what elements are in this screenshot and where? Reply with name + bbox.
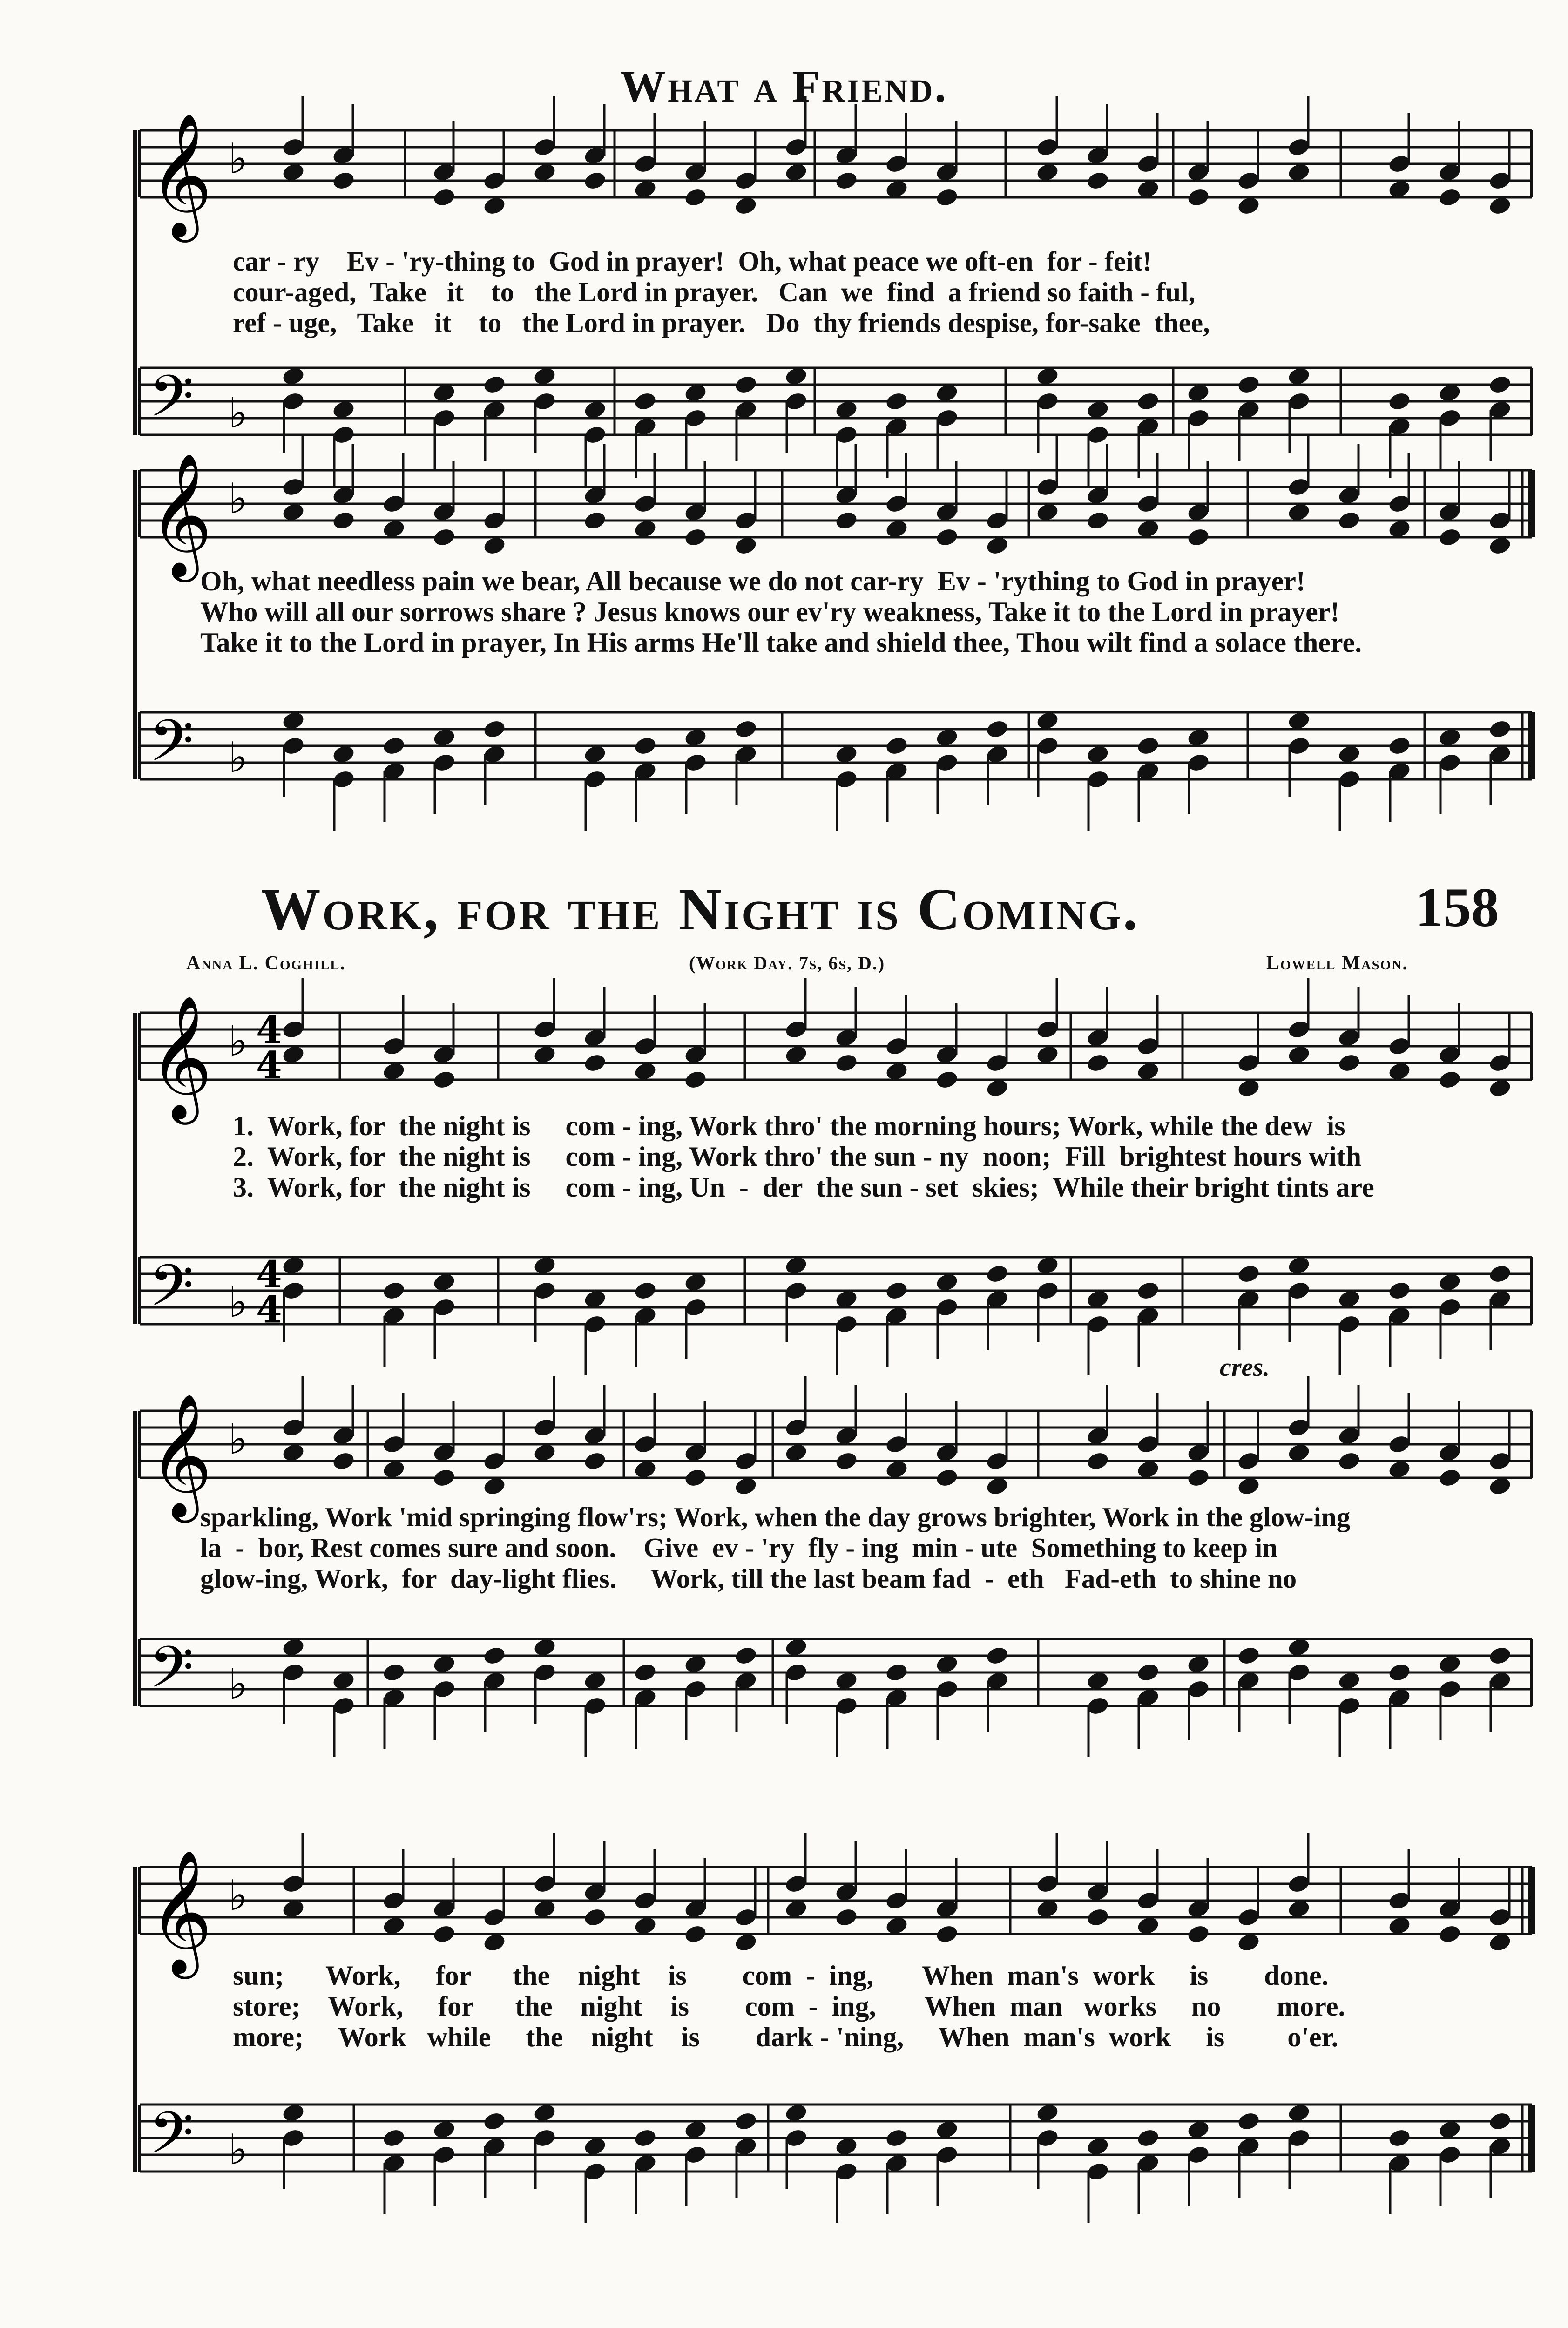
lyric-line: 1. Work, for the night is com - ing, Work thro' the morning hours; Work, while the dew is	[233, 1110, 1345, 1141]
svg-text:𝄞: 𝄞	[149, 453, 212, 577]
lyric-line: ref - uge, Take it to the Lord in prayer. Do thy friends despise, for-sake thee,	[233, 307, 1210, 338]
lyric-line: car - ry Ev - 'ry-thing to God in prayer! Oh, what peace we oft-en for - feit!	[233, 246, 1152, 277]
lyric-line: cour-aged, Take it to the Lord in prayer. Can we find a friend so faith - ful,	[233, 277, 1196, 307]
svg-text:♭: ♭	[228, 474, 248, 523]
meter-credit: (Work Day. 7s, 6s, D.)	[689, 953, 885, 974]
svg-text:𝄞: 𝄞	[149, 113, 212, 237]
svg-text:𝄞: 𝄞	[149, 1393, 212, 1517]
svg-text:♭: ♭	[228, 1871, 248, 1920]
lyric-line: Who will all our sorrows share ? Jesus knows our ev'ry weakness, Take it to the Lord in prayer!	[200, 596, 1340, 627]
svg-text:♭: ♭	[228, 1017, 248, 1066]
svg-text:♭: ♭	[228, 733, 248, 782]
dynamic-marking: cres.	[1220, 1353, 1270, 1382]
lyric-line: la - bor, Rest comes sure and soon. Give ev - 'ry fly - ing min - ute Something to keep in	[200, 1532, 1278, 1563]
hymn1-system2-lyrics	[200, 566, 1362, 658]
author-credit: Anna L. Coghill.	[186, 953, 346, 974]
lyric-line: sun; Work, for the night is com - ing, When man's work is done.	[233, 1960, 1329, 1991]
hymn2-system2-lyrics	[200, 1502, 1350, 1594]
svg-text:𝄢: 𝄢	[149, 363, 194, 444]
svg-text:♭: ♭	[228, 1415, 248, 1464]
svg-text:𝄢: 𝄢	[149, 1634, 194, 1715]
hymn1-system1-lyrics	[233, 246, 1210, 338]
lyric-line: more; Work while the night is dark - 'ning, When man's work is o'er.	[233, 2022, 1338, 2052]
lyric-line: 2. Work, for the night is com - ing, Work thro' the sun - ny noon; Fill brightest hours with	[233, 1141, 1362, 1172]
lyric-line: Take it to the Lord in prayer, In His arms He'll take and shield thee, Thou wilt find a solace there.	[200, 627, 1362, 658]
svg-text:𝄞: 𝄞	[149, 1849, 212, 1974]
svg-text:♭: ♭	[228, 389, 248, 438]
svg-text:4: 4	[256, 1008, 282, 1052]
hymn2-system1-lyrics	[233, 1110, 1374, 1203]
svg-text:♭: ♭	[228, 135, 248, 183]
hymn1-title: What a Friend.	[620, 61, 948, 112]
lyric-line: Oh, what needless pain we bear, All because we do not car-ry Ev - 'rything to God in prayer!	[200, 566, 1305, 596]
hymn2-title: Work, for the Night is Coming.	[261, 876, 1140, 942]
svg-text:♭: ♭	[228, 1278, 248, 1327]
svg-text:𝄢: 𝄢	[149, 708, 194, 789]
svg-text:𝄢: 𝄢	[149, 1252, 194, 1333]
svg-text:𝄢: 𝄢	[149, 2100, 194, 2181]
lyric-line: glow-ing, Work, for day-light flies. Work, till the last beam fad - eth Fad-eth to shine no	[200, 1563, 1297, 1594]
lyric-line: store; Work, for the night is com - ing, When man works no more.	[233, 1991, 1345, 2022]
svg-text:4: 4	[256, 1287, 282, 1332]
lyric-line: sparkling, Work 'mid springing flow'rs; Work, when the day grows brighter, Work in the glow-ing	[200, 1502, 1351, 1532]
lyric-line: 3. Work, for the night is com - ing, Un - der the sun - set skies; While their bright tints are	[233, 1172, 1374, 1203]
hymn-number: 158	[1415, 876, 1499, 938]
hymn2-system3-lyrics	[233, 1960, 1345, 2052]
svg-text:♭: ♭	[228, 2125, 248, 2174]
svg-text:♭: ♭	[228, 1660, 248, 1709]
svg-text:𝄞: 𝄞	[149, 995, 212, 1119]
svg-text:4: 4	[256, 1252, 282, 1296]
composer-credit: Lowell Mason.	[1266, 953, 1408, 974]
svg-text:4: 4	[256, 1043, 282, 1087]
